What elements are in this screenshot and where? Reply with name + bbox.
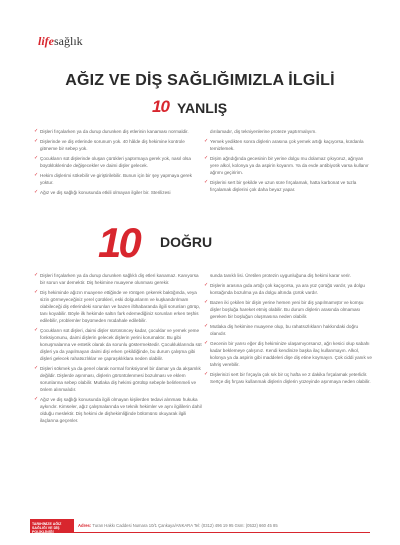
list-item: ✓ Dişlerin arasına gıda artığı çok kaçıyorsa, ya ara yüz çürüğü vardır, ya dolgu kontağında bozulma ya da dolgu altında çürük vardır. bbox=[204, 282, 365, 295]
list-item: ✓ Diş hekiminde ağızın muayene ettiğinde ve röntgen çekerek baktığında, veya sizin görmeyeceğiniz yerel çürükleri, eski dolgunlarım ve kuşkandırılmam olabileceği diş etlerindeki sorunları ve bazen iltihabaranda ilgili sorunları görüp, tanı koyabilir. Böyle ilk hekimde saltın fark edemediğiniz sorunları erken teşhis edilebilir, problemler büyümeden müdahale edilebilir. bbox=[34, 289, 201, 323]
bullet-icon: ✓ bbox=[34, 128, 39, 134]
list-item: ✓ Dişlerinizi sert bir fırçayla çok sık bir üç hafta ve 2 dakika fırçalamak yeterlidir. Sertçe diş fırçası kullanmak dişlerin dişlerin yüzeyinde aşınmaya neden olabilir. bbox=[204, 371, 371, 384]
bullet-icon: ✓ bbox=[204, 179, 209, 185]
footer-divider bbox=[74, 532, 370, 533]
bullet-icon: ✓ bbox=[204, 138, 209, 144]
bullet-icon: ✓ bbox=[34, 138, 39, 144]
brand-logo bbox=[38, 34, 83, 49]
list-item: ✓ Mutlaka diş hekimine muayene olup, bu rahatsızlıkların hakkındaki doğru olanıdır. bbox=[204, 323, 359, 336]
wrong-left-column bbox=[34, 128, 202, 199]
wrong-right-column bbox=[204, 128, 372, 196]
bullet-icon: ✓ bbox=[34, 189, 39, 195]
list-item: ✓ Dişleri sökmek ya da genel olarak normal fonksiyonel bir damar ya da akşamlık değildir. Dişlerde aşınması, dişlerin görüntülenmesi bozulması ve eklem sorunlarına sebep olabilir. Mutlaka diş hekimi görülüp sebeple belirlenmeli ve önlem alınmalıdır. bbox=[34, 365, 201, 392]
footer bbox=[30, 519, 370, 533]
bullet-icon: ✓ bbox=[34, 327, 39, 333]
brand-saglik: sağlık bbox=[54, 34, 83, 48]
list-item: dırılamadır, diş tekniyenlerine proteze yaptırmalıyım. bbox=[210, 129, 317, 134]
bullet-icon: ✓ bbox=[204, 155, 209, 161]
list-item: ✓ Hekim dişlerimi sökebilir ve giriştirilebilir. Bunun için bir şey yapmaya gerek yoktur. bbox=[34, 172, 192, 185]
list-item: sunda tanıklı lisi. Üretilen protezin uygunluğuna diş hekimi karar verir. bbox=[210, 273, 351, 278]
bullet-icon: ✓ bbox=[204, 340, 209, 346]
right-left-column bbox=[34, 272, 202, 427]
list-item: ✓ Ağız ve diş sağlığı konusunda ilgili olmayan kişilerden tedavi alınması hukuka aykırıdır. Kimseler, ağız çalışmalarında ve teknik hekimler ve aynı ilgililerin dahil olduğu meslektir. Diş hekimi de dişhekimliğinde bölümünü okuyarak ilgili ilaçlarına geçenler. bbox=[34, 396, 202, 423]
list-item: ✓ Dişleri fırçalarken ya da durup durunken sağlıklı diş etleri kanamaz. Kanıyorsa bir sorun var demektir. Diş hekimine muayene olunması gerekir. bbox=[34, 272, 199, 285]
list-item: ✓ Ağız ve diş sağlığı konusunda etkili olmayan ilgiler bir. Sterilizesi bbox=[34, 189, 171, 195]
list-item: ✓ Yemek yedikten sonra dişlerin arasına çok yemek artığı kaçıyorsa, kürdanla temizlemek. bbox=[204, 138, 364, 151]
right-right-column bbox=[204, 272, 372, 388]
bullet-icon: ✓ bbox=[34, 155, 39, 161]
page-title: AĞIZ VE DİŞ SAĞLIĞIMIZLA İLGİLİ bbox=[65, 72, 335, 89]
list-item: ✓ Gecenin bir yarısı eğer diş hekiminize ulaşamıyorsanız, ağrı kesici olup sabahı kadar beklemeye çalışınız. Kendi kendinize başka ilaç kullanmayın. Alkol, kolonya ya da aspirin gibi maddeleri dişe diş etine koymayın. Çok ciddi yanık ve tahriş verebilir. bbox=[204, 340, 372, 367]
brand-life: life bbox=[38, 34, 54, 48]
bullet-icon: ✓ bbox=[204, 371, 209, 377]
list-item: ✓ Bazen iki çekilen bir dişin yerine hemen yeni bir diş yapılmamıştır ve komşu dişler boşluğa hareket etmiş olabilir. Bu durum dişlerin arasında olmaması gereken bir boşluğun oluşmasına neden olabilir. bbox=[204, 299, 364, 319]
wrong-word: YANLIŞ bbox=[177, 100, 228, 116]
bullet-icon: ✓ bbox=[204, 323, 209, 329]
wrong-heading bbox=[0, 97, 400, 117]
list-item: ✓ Dişim ağrıdığında gecesinin bir yerine dolgu mu dolamaz çıkıyoruz, ağrıyan yere alkol, kolonya ya da aspirin koyarım. Ya da evde antibiyotik varsa kullanır ağrımı geçiririm. bbox=[204, 155, 369, 175]
bullet-icon: ✓ bbox=[34, 272, 39, 278]
wrong-number: 10 bbox=[152, 97, 169, 116]
bullet-icon: ✓ bbox=[34, 172, 39, 178]
bullet-icon: ✓ bbox=[34, 289, 39, 295]
list-item: ✓ Dişleri fırçalarken ya da durup durunken diş etlerinin kanaması normaldir. bbox=[34, 128, 189, 134]
bullet-icon: ✓ bbox=[34, 396, 39, 402]
right-heading bbox=[0, 219, 400, 266]
right-word: DOĞRU bbox=[160, 234, 213, 250]
list-item: ✓ Çocukların süt dişlerinde oluşan çürükleri yaptırmaya gerek yok, nasıl olsa büyüklüklerinde değişecekler ve daimi dişler gelecek. bbox=[34, 155, 191, 168]
footer-contact: Adres: Turan Hakkı Caddesi Numara 10/1 Çankaya/ANKARA Tel: (0312) 496 19 95 Gsm: (0532) 660 45 85 bbox=[78, 523, 278, 528]
footer-label: TARIHİNİZE AĞIZ SAĞLIĞI VE DİŞ POLİKLİNİĞİ bbox=[30, 519, 74, 533]
bullet-icon: ✓ bbox=[204, 282, 209, 288]
list-item: ✓ Dişlerini sert bir şekilde ve uzun süre fırçalamak, hatta karbonat ve tuzla fırçalamak dişlerini çok daha beyaz yapar. bbox=[204, 179, 357, 192]
list-item: ✓ Dişlerinde ve diş etlerinde sorunum yok. 40 hâlde diş hekimine kontrole gitmeme bir sebep yok. bbox=[34, 138, 185, 151]
bullet-icon: ✓ bbox=[204, 299, 209, 305]
right-number: 10 bbox=[98, 219, 139, 266]
list-item: ✓ Çocukların süt dişleri, daimi dişler sürününcey kadar, çocuklar ve yemek yeme fonksiyonunu, daimi dişlerin gelecek dişlerin yerini korumaktır. Bu gibi konuşmalarına ve estetik olarak da sorunlu göstermektedir. Çocukluklarında süt dişleri ya da yapılmayan daimi dişi erken çekildiğinde, bu durum çalışma gibi dişleri gelecek rahatsızlıklar ve çapraşıklıklara neden olabilir. bbox=[34, 327, 202, 361]
bullet-icon: ✓ bbox=[34, 365, 39, 371]
